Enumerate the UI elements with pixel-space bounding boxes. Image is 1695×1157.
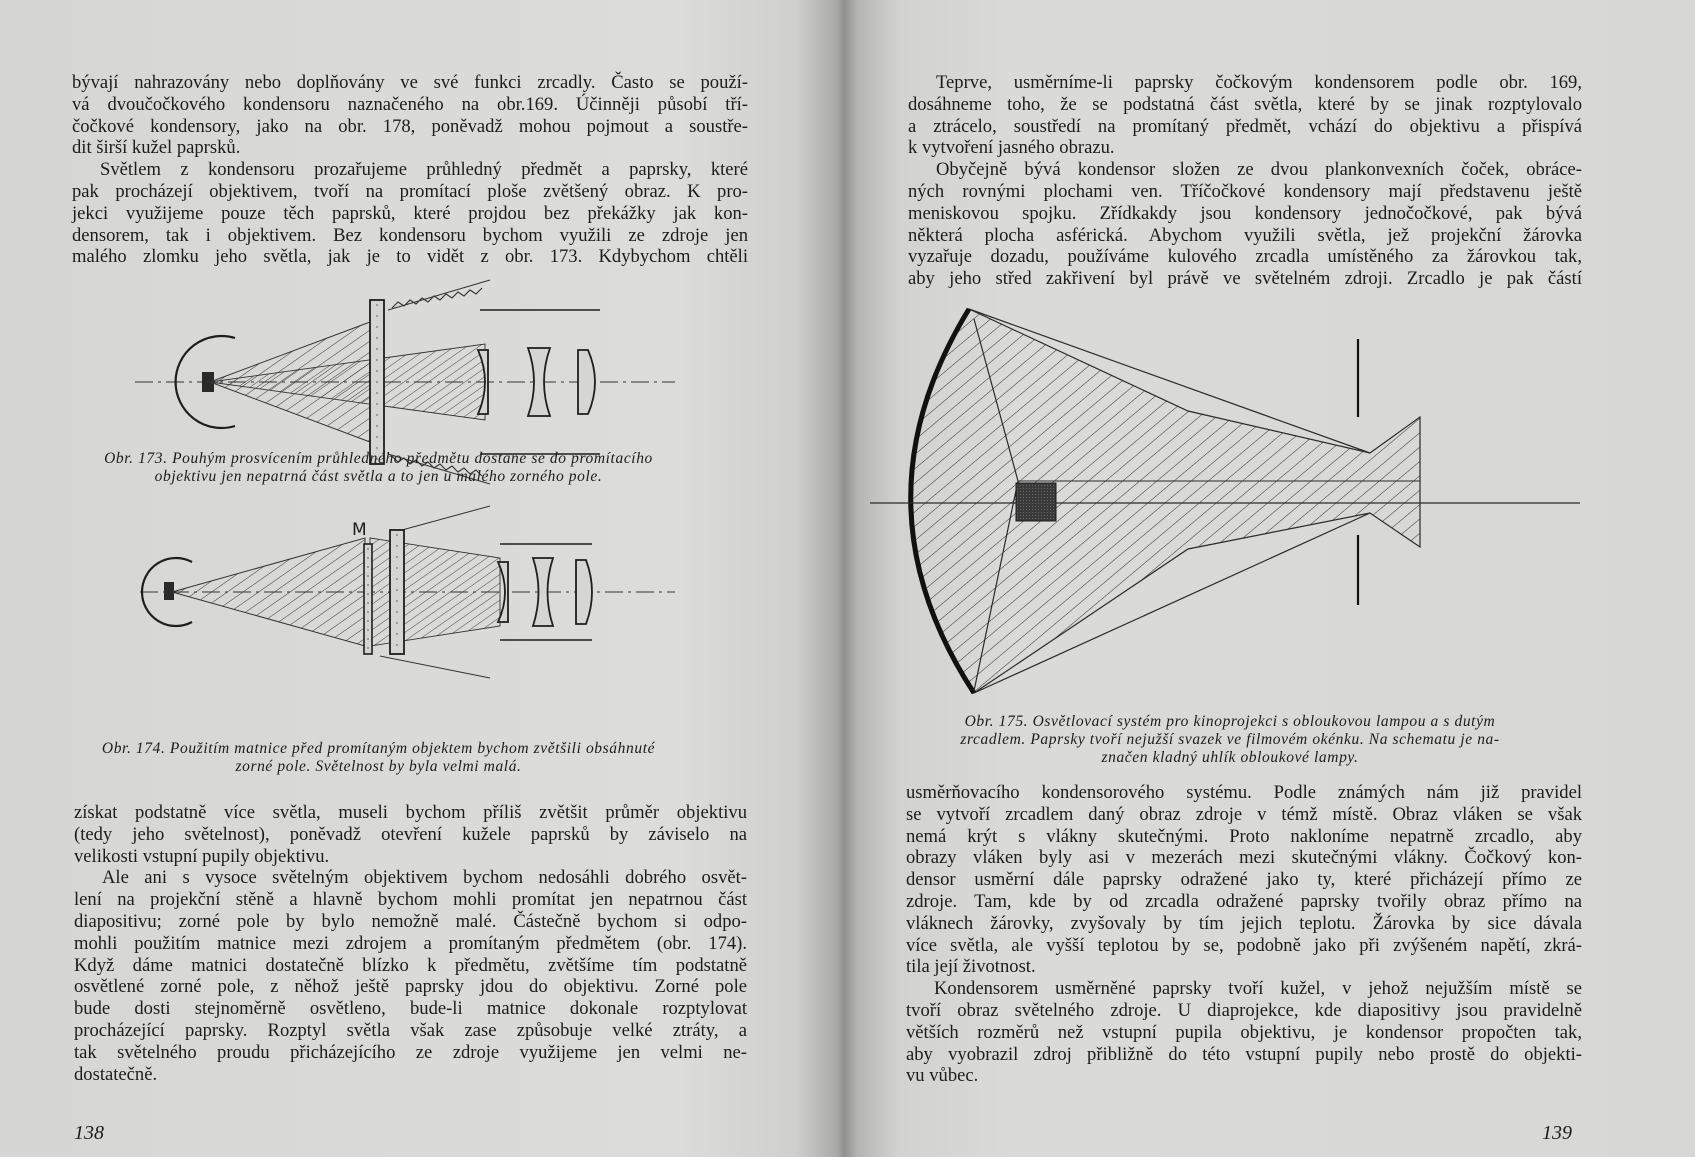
text-line: dosáhneme toho, že se podstatná část světla, které by se jinak rozptylovalo [908, 93, 1582, 115]
text-line: densor usměrní dále paprsky odražené jako ty, které přicházejí přímo ze [906, 869, 1582, 891]
caption-line: zrcadlem. Paprsky tvoří nejužší svazek ve filmovém okénku. Na schematu je na- [960, 731, 1500, 748]
text-line: vu vůbec. [906, 1065, 979, 1087]
text-line: bývají nahrazovány nebo doplňovány ve své funkci zrcadly. Často se použí- [72, 72, 748, 93]
text-line: mohli použitím matnice mezi zdrojem a promítaným předmětem (obr. 174). [74, 932, 747, 954]
text-line: velikosti vstupní pupily objektivu. [74, 845, 330, 867]
text-line: Ale ani s vysoce světelným objektivem bychom nedosáhli dobrého osvět- [102, 867, 747, 889]
text-line: k vytvoření jasného obrazu. [908, 137, 1115, 159]
text-line: usměrňovacího kondensorového systému. Podle známých nám již pravidel [906, 782, 1582, 803]
text-line: diapositivu; zorné pole by bylo nemožně malé. Částečně bychom si odpo- [74, 910, 747, 932]
text-line: malého zlomku jeho světla, jak je to vidět z obr. 173. Kdybychom chtěli [72, 246, 748, 268]
left-page [0, 0, 830, 1157]
text-line: jekci využijeme pouze těch paprsků, které projdou bez překážky jak kon- [72, 202, 748, 224]
text-line: tvoří obraz světelného zdroje. U diaprojekce, kde diapositivy jsou pravidelně [906, 999, 1582, 1021]
text-line: lení na projekční stěně a hlavně bychom mohli promítat jen nepatrnou část [74, 889, 747, 911]
text-line: aby vyobrazil zdroj přibližně do této vstupní pupily nebo prostě do objekti- [906, 1043, 1582, 1065]
caption-line: Obr. 175. Osvětlovací systém pro kinoprojekci s obloukovou lampou a s dutým [964, 713, 1496, 730]
left-paragraph-3 [74, 802, 747, 1085]
text-line: ných rovnými plochami ven. Tříčočkové kondensory mají představenu ještě [908, 180, 1582, 202]
text-line: meniskovou spojku. Zřídkakdy jsou kondensory jednočočkové, pak bývá [908, 202, 1582, 224]
text-line: Obyčejně bývá kondensor složen ze dvou plankonvexních čoček, obráce- [936, 159, 1582, 181]
text-line: zdroje. Tam, kde by od zrcadla odražené paprsky tvořily obraz přímo na [906, 890, 1582, 912]
text-line: získat podstatně více světla, museli bychom příliš zvětšit průměr objektivu [74, 802, 747, 823]
caption-line: Obr. 174. Použitím matnice před promítaným objektem bychom zvětšili obsáhnuté [101, 740, 656, 757]
text-line: se vytvoří zrcadlem daný obraz zdroje v témž místě. Obraz vláken se však [906, 803, 1582, 825]
text-line: Teprve, usměrníme-li paprsky čočkovým kondensorem podle obr. 169, [936, 72, 1582, 93]
matnice-label: M [352, 520, 367, 540]
text-line: Světlem z kondensoru prozařujeme průhledný předmět a paprsky, které [100, 159, 748, 181]
text-line: Kondensorem usměrněné paprsky tvoří kužel, v jehož nejužším místě se [934, 978, 1582, 1000]
text-line: densorem, tak i objektivem. Bez kondensoru bychom využili ze zdroje jen [72, 224, 748, 246]
left-paragraph-1 [72, 72, 748, 268]
text-line: tila její životnost. [906, 956, 1036, 978]
text-line: dit širší kužel paprsků. [72, 137, 241, 159]
page-number-right: 139 [1542, 1122, 1572, 1144]
text-line: Když dáme matnici dostatečně blízko k předmětu, zvětšíme tím podstatně [74, 954, 747, 976]
text-line: vá dvoučočkového kondensoru naznačeného na obr.169. Účinněji působí tří- [72, 93, 748, 115]
text-line: osvětlené zorné pole, z něhož ještě paprsky jdou do objektivu. Zorné pole [74, 976, 747, 998]
text-line: čočkové kondensory, jako na obr. 178, poněvadž mohou pojmout a soustře- [72, 115, 748, 137]
caption-line: značen kladný uhlík obloukové lampy. [1101, 749, 1359, 766]
text-line: dostatečně. [74, 1063, 158, 1085]
right-paragraph-1 [908, 72, 1582, 290]
text-line: více světla, ale vyšší teplotou by se, podobně jako při zvýšeném napětí, zkrá- [906, 934, 1582, 956]
text-line: aby jeho střed zakřivení byl právě ve světelném zdroji. Zrcadlo je pak částí [908, 268, 1582, 290]
text-line: některá plocha asférická. Abychom využili světla, jež projekční žárovka [908, 224, 1582, 246]
text-line: vyzařuje dozadu, používáme kulového zrcadla umístěného za žárovkou tak, [908, 246, 1582, 268]
right-page [850, 0, 1695, 1157]
figure-173 [130, 300, 690, 470]
caption-173 [66, 450, 691, 486]
text-line: vláknech žárovky, zvyšovaly by tím jejich teplotu. Žárovka by sice dávala [906, 912, 1582, 934]
caption-175 [890, 713, 1570, 767]
figure-175 [870, 305, 1630, 705]
text-line: nemá krýt s vlákny skutečnými. Proto nakloníme nepatrně zrcadlo, aby [906, 825, 1582, 847]
text-line: větších rozměrů než vstupní pupila objektivu, je kondensor propočten tak, [906, 1021, 1582, 1043]
right-paragraph-3 [906, 782, 1582, 1087]
page-number-left: 138 [74, 1122, 104, 1144]
text-line: pak procházejí objektivem, tvoří na promítací ploše zvětšený obraz. K pro- [72, 180, 748, 202]
text-line: tak světelného proudu přicházejícího ze zdroje využijeme jen velmi ne- [74, 1041, 747, 1063]
text-line: (tedy jeho světelnost), poněvadž otevření kužele paprsků by záviselo na [74, 823, 747, 845]
text-line: bude dosti stejnoměrně osvětleno, bude-li matnice dokonale rozptylovat [74, 998, 747, 1020]
text-line: procházející paprsky. Rozptyl světla však zase způsobuje velké ztráty, a [74, 1019, 747, 1041]
caption-line: objektivu jen nepatrná část světla a to jen u malého zorného pole. [154, 468, 603, 485]
caption-line: zorné pole. Světelnost by byla velmi malá. [235, 758, 522, 775]
text-line: obrazy vláken byly asi v mezerách mezi skutečnými vlákny. Čočkový kon- [906, 847, 1582, 869]
caption-line: Obr. 173. Pouhým prosvícením průhledného předmětu dostane se do promítacího [104, 450, 653, 467]
text-line: a ztrácelo, soustředí na promítaný předmět, vchází do objektivu a přispívá [908, 115, 1582, 137]
figure-174 [140, 510, 680, 670]
caption-174 [66, 740, 691, 776]
